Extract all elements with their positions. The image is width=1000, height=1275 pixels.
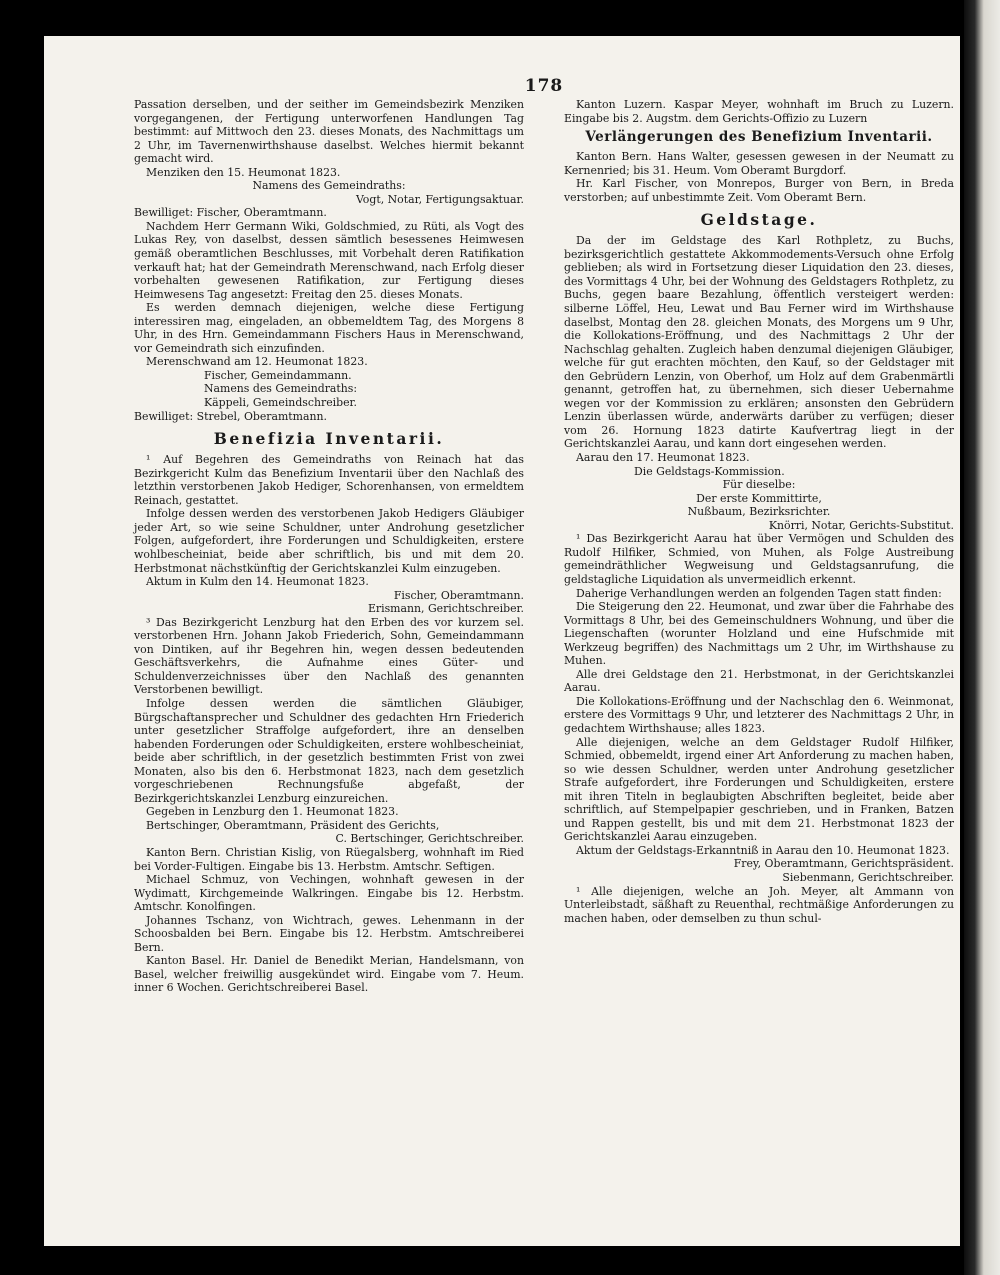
text-paragraph: Bewilliget: Strebel, Oberamtmann. <box>134 409 327 423</box>
text-paragraph: Bewilliget: Fischer, Oberamtmann. <box>134 206 327 220</box>
text-paragraph: Käppeli, Gemeindschreiber. <box>204 396 358 410</box>
text-paragraph: Infolge dessen werden des verstorbenen Jakob Hedigers Gläubiger jeder Art, so wie seine Schuldner, unter Androhung gesetzlicher Folgen, aufgefordert, ihre Forderungen und Schuldigkeiten, erstere wohlbescheiniat, beide aber schriftlich, bis und mit dem 20. Herbstmonat nächstkünftig der Gerichtskanzlei Kulm einzugeben. <box>134 507 524 575</box>
text-paragraph: Merenschwand am 12. Heumonat 1823. <box>146 355 368 369</box>
text-paragraph: Kanton Bern. Christian Kislig, von Rüegalsberg, wohnhaft im Ried bei Vorder-Fultigen. Eingabe bis 13. Herbstm. Amtschr. Seftigen. <box>134 845 524 873</box>
section-heading: Benefizia Inventarii. <box>213 429 445 449</box>
left-column <box>134 98 524 995</box>
text-paragraph: Bertschinger, Oberamtmann, Präsident des Gerichts, <box>146 818 440 832</box>
text-paragraph: Infolge dessen werden die sämtlichen Gläubiger, Bürgschaftansprecher und Schuldner des gedachten Hrn Friederich unter gesetzlicher Straffolge aufgefordert, ihre an denselben habenden Forderungen oder Schuldigkeiten, erstere wohlbescheiniat, beide aber schriftlich, in der gesetzlich bestimmten Frist von zwei Monaten, also bis den 6. Herbstmonat 1823, nach dem gesetzlich vorgeschriebenen Rechnungsfuße abgefaßt, der Bezirkgerichtskanzlei Lenzburg einzureichen. <box>134 696 524 805</box>
text-paragraph: Alle diejenigen, welche an dem Geldstager Rudolf Hilfiker, Schmied, obbemeldt, irgend einer Art Anforderung zu machen haben, so wie dessen Schuldner, werden unter Androhung gesetzlicher Strafe aufgefordert, ihre Forderungen und Schuldigkeiten, erstere mit ihren Titeln in beglaubigten Abschriften begleitet, beide aber schriftlich, auf Stempelpapier geschrieben, und in Franken, Batzen und Rappen gestellt, bis und mit dem 21. Herbstmonat 1823 der Gerichtskanzlei Aarau einzugeben. <box>564 735 954 844</box>
text-paragraph: Kanton Luzern. Kaspar Meyer, wohnhaft im Bruch zu Luzern. Eingabe bis 2. Augstm. dem Gerichts-Offizio zu Luzern <box>564 98 954 125</box>
text-paragraph: Passation derselben, und der seither im Gemeindsbezirk Menziken vorgegangenen, der Fertigung unterworfenen Handlungen Tag bestimmt: auf Mittwoch den 23. dieses Monats, des Nachmittags um 2 Uhr, im Tavernenwirthshause daselbst. Welches hiermit bekannt gemacht wird. <box>134 98 524 166</box>
text-paragraph: ³ Das Bezirkgericht Lenzburg hat den Erben des vor kurzem sel. verstorbenen Hrn. Johann Jakob Friederich, Sohn, Gemeindammann von Dintiken, auf ihr Begehren hin, wegen dessen bedeutenden Geschäftsverkehrs, die Aufnahme eines Güter- und Schuldenverzeichnisses über den Nachlaß des genannten Verstorbenen bewilligt. <box>134 615 524 697</box>
text-paragraph: Menziken den 15. Heumonat 1823. <box>146 165 341 179</box>
text-paragraph: Michael Schmuz, von Vechingen, wohnhaft gewesen in der Wydimatt, Kirchgemeinde Walkringen. Eingabe bis 12. Herbstm. Amtschr. Konolfingen. <box>134 873 524 914</box>
text-paragraph: C. Bertschinger, Gerichtschreiber. <box>335 832 524 846</box>
text-paragraph: ¹ Auf Begehren des Gemeindraths von Reinach hat das Bezirkgericht Kulm das Benefizium Inventarii über den Nachlaß des letzthin verstorbenen Jakob Hediger, Schorenhansen, von ermeldtem Reinach, gestattet. <box>134 453 524 507</box>
text-paragraph: Namens des Gemeindraths: <box>252 179 406 193</box>
text-paragraph: Alle drei Geldstage den 21. Herbstmonat, in der Gerichtskanzlei Aarau. <box>564 667 954 695</box>
text-paragraph: Die Geldstags-Kommission. <box>634 464 785 478</box>
section-heading: Geldstage. <box>700 210 818 230</box>
text-paragraph: Aarau den 17. Heumonat 1823. <box>576 451 750 465</box>
text-paragraph: Knörri, Notar, Gerichts-Substitut. <box>768 518 954 532</box>
text-paragraph: Es werden demnach diejenigen, welche diese Fertigung interessiren mag, eingeladen, an obbemeldtem Tag, des Morgens 8 Uhr, in des Hrn. Gemeindammann Fischers Haus in Merenschwand, vor Gemeindrath sich einzufinden. <box>134 301 524 355</box>
text-paragraph: Gegeben in Lenzburg den 1. Heumonat 1823. <box>146 805 399 819</box>
text-paragraph: Nußbaum, Bezirksrichter. <box>687 505 831 519</box>
text-paragraph: Namens des Gemeindraths: <box>204 382 358 396</box>
text-paragraph: ¹ Alle diejenigen, welche an Joh. Meyer, alt Ammann von Unterleibstadt, säßhaft zu Reuenthal, rechtmäßige Anforderungen zu machen haben, oder demselben zu thun schul- <box>564 884 954 925</box>
page-number: 178 <box>524 76 564 96</box>
text-paragraph: Aktum der Geldstags-Erkanntniß in Aarau den 10. Heumonat 1823. <box>576 843 950 857</box>
text-paragraph: Frey, Oberamtmann, Gerichtspräsident. <box>733 857 954 871</box>
text-paragraph: Fischer, Gemeindammann. <box>204 368 352 382</box>
text-paragraph: Da der im Geldstage des Karl Rothpletz, zu Buchs, bezirksgerichtlich gestattete Akkommodements-Versuch ohne Erfolg geblieben; als wird in Fortsetzung dieser Liquidation den 23. dieses, des Vormittags 4 Uhr, bei der Wohnung des Geldstagers Rothpletz, zu Buchs, gegen baare Bezahlung, öffentlich versteigert werden: silberne Löffel, Heu, Lewat und Bau Ferner wird im Wirthshause daselbst, Montag den 28. gleichen Monats, des Morgens um 9 Uhr, die Kollokations-Eröffnung, und des Nachmittags 2 Uhr der Nachschlag gehalten. Zugleich haben denzumal diejenigen Gläubiger, welche für gut erachten möchten, den Kauf, so der Geldstager mit den Gebrüdern Lenzin, von Oberhof, um Holz auf dem Grabenmärtli genannt, getroffen hat, zu übernehmen, sich dieser Uebernahme wegen vor der Kommission zu erklären; ansonsten den Gebrüdern Lenzin überlassen würde, anderwärts darüber zu verfügen; dieser vom 26. Hornung 1823 datirte Kaufvertrag liegt in der Gerichtskanzlei Aarau, und kann dort eingesehen werden. <box>564 234 954 451</box>
text-paragraph: Aktum in Kulm den 14. Heumonat 1823. <box>146 575 369 589</box>
text-paragraph: Nachdem Herr Germann Wiki, Goldschmied, zu Rüti, als Vogt des Lukas Rey, von daselbst, dessen sämtlich besessenes Heimwesen gemäß oberamtlichen Beschlusses, mit Vorbehalt deren Ratifikation verkauft hat; hat der Gemeindrath Merenschwand, nach Erfolg dieser vorbehalten gewesenen Ratifikation, zur Fertigung dieses Heimwesens Tag angesetzt: Freitag den 25. dieses Monats. <box>134 219 524 301</box>
right-column <box>564 98 954 925</box>
text-paragraph: Johannes Tschanz, von Wichtrach, gewes. Lehenmann in der Schoosbalden bei Bern. Eingabe bis 12. Herbstm. Amtschreiberei Bern. <box>134 913 524 954</box>
text-paragraph: Vogt, Notar, Fertigungsaktuar. <box>355 192 524 206</box>
text-paragraph: Erismann, Gerichtschreiber. <box>367 602 524 616</box>
text-paragraph: Kanton Bern. Hans Walter, gesessen gewesen in der Neumatt zu Kernenried; bis 31. Heum. Vom Oberamt Burgdorf. <box>564 150 954 177</box>
text-paragraph: Die Kollokations-Eröffnung und der Nachschlag den 6. Weinmonat, erstere des Vormittags 9 Uhr, und letzterer des Nachmittags 2 Uhr, in gedachtem Wirthshause; alles 1823. <box>564 694 954 735</box>
text-paragraph: Kanton Basel. Hr. Daniel de Benedikt Merian, Handelsmann, von Basel, welcher freiwillig ausgekündet wird. Eingabe vom 7. Heum. inner 6 Wochen. Gerichtschreiberei Basel. <box>134 954 524 995</box>
next-page-edge <box>964 0 1000 1275</box>
text-paragraph: Die Steigerung den 22. Heumonat, und zwar über die Fahrhabe des Vormittags 8 Uhr, bei des Gemeinschuldners Wohnung, und über die Liegenschaften (worunter Holzland und eine Hufschmide mit Werkzeug begriffen) des Nachmittags um 2 Uhr, im Wirthshause zu Muhen. <box>564 600 954 668</box>
section-subheading: Verlängerungen des Benefizium Inventarii. <box>585 129 933 146</box>
text-paragraph: Der erste Kommittirte, <box>696 491 822 505</box>
text-paragraph: Hr. Karl Fischer, von Monrepos, Burger von Bern, in Breda verstorben; auf unbestimmte Zeit. Vom Oberamt Bern. <box>564 177 954 204</box>
text-paragraph: Fischer, Oberamtmann. <box>393 588 524 602</box>
text-paragraph: Für dieselbe: <box>722 478 796 492</box>
text-paragraph: Siebenmann, Gerichtschreiber. <box>782 870 954 884</box>
text-paragraph: Daherige Verhandlungen werden an folgenden Tagen statt finden: <box>576 586 942 600</box>
newspaper-page <box>44 36 960 1246</box>
text-paragraph: ¹ Das Bezirkgericht Aarau hat über Vermögen und Schulden des Rudolf Hilfiker, Schmied, von Muhen, als Folge Austreibung gemeindräthlicher Wegweisung und Geldstagsanrufung, die geldstagliche Liquidation als unvermeidlich erkennt. <box>564 532 954 586</box>
